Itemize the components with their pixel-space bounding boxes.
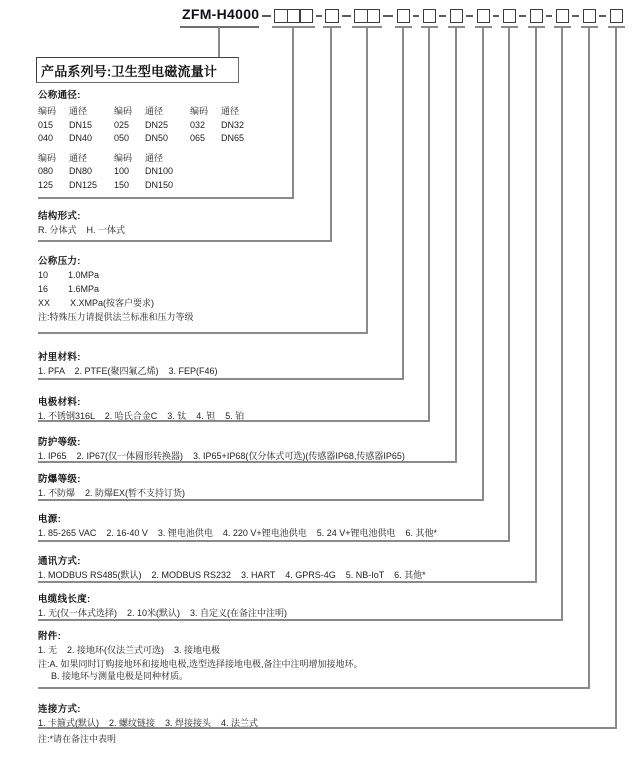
- connector-dash: [599, 15, 606, 17]
- section-explosion-proof: [38, 471, 185, 503]
- diameter-row: [38, 119, 266, 133]
- model-code-box: [450, 9, 464, 23]
- connector-vertical-line: [561, 28, 563, 621]
- col-header-size: 通径: [69, 152, 88, 163]
- model-code-box: [397, 9, 411, 23]
- section-heading: 公称压力:: [38, 256, 81, 267]
- model-code-box: [583, 9, 597, 23]
- diameter-row: [38, 132, 266, 146]
- model-code-box: [300, 9, 314, 23]
- section-note: 注:特殊压力请提供法兰标准和压力等级: [38, 312, 194, 322]
- section-heading: 附件:: [38, 631, 62, 642]
- diameter-code: 100: [114, 166, 130, 176]
- option-line: 1. 85-265 VAC 2. 16-40 V 3. 锂电池供电 4. 220 V+锂电池供电 5. 24 V+锂电池供电 6. 其他*: [38, 528, 437, 538]
- model-code-box: [556, 9, 570, 23]
- connector-vertical-line: [615, 28, 617, 729]
- model-code-box: [354, 9, 368, 23]
- section-heading: 防爆等级:: [38, 474, 81, 485]
- section-electrode-material: [38, 394, 244, 426]
- connector-vertical-line: [330, 28, 332, 242]
- connector-dash: [383, 15, 393, 17]
- model-code-box: [274, 9, 288, 23]
- diameter-header-row: [38, 105, 266, 119]
- option-line: 16 1.6MPa: [38, 284, 100, 294]
- col-header-size: 通径: [221, 106, 240, 116]
- section-note: 注:A. 如果同时订购接地环和接地电极,选型选择接地电极,备注中注明增加接地环。: [38, 659, 363, 669]
- diameter-table-2: [38, 152, 266, 193]
- section-heading: 结构形式:: [38, 211, 81, 222]
- section-heading: 电极材料:: [38, 397, 81, 408]
- diameter-code: 065: [190, 133, 206, 143]
- section-heading: 防护等级:: [38, 437, 81, 448]
- diameter-code: 150: [114, 179, 130, 190]
- diameter-size: DN40: [69, 133, 93, 143]
- section-note: B. 接地环与测量电极是同种材质。: [51, 671, 189, 681]
- footnote: 注:*请在备注中表明: [38, 734, 117, 744]
- section-connection-type: [38, 701, 258, 733]
- section-heading: 连接方式:: [38, 704, 81, 715]
- connector-dash: [546, 15, 552, 17]
- option-line: 10 1.0MPa: [38, 270, 100, 280]
- section-structure-type: [38, 208, 125, 240]
- model-code-box: [325, 9, 339, 23]
- diameter-size: DN100: [145, 166, 174, 176]
- section-heading: 电源:: [38, 514, 62, 525]
- connector-vertical-line: [292, 28, 294, 199]
- diameter-row: [38, 165, 266, 179]
- diameter-code: 125: [38, 179, 54, 190]
- col-header-code: 编码: [38, 152, 57, 163]
- section-rule: [38, 240, 332, 242]
- option-line: 1. 不防爆 2. 防爆EX(暂不支持订货): [38, 488, 186, 498]
- series-title-text: 产品系列号:卫生型电磁流量计: [41, 63, 218, 79]
- section-rule: [38, 197, 294, 199]
- diameter-size: DN25: [145, 119, 169, 130]
- model-code-box: [530, 9, 544, 23]
- option-line: 1. PFA 2. PTFE(聚四氟乙烯) 3. FEP(F46): [38, 366, 218, 376]
- connector-dash: [493, 15, 499, 17]
- connector-vertical-line: [366, 28, 368, 334]
- section-lining-material: [38, 349, 218, 381]
- section-heading: 通讯方式:: [38, 556, 81, 567]
- diameter-size: DN125: [69, 179, 98, 190]
- section-heading: 公称通径:: [38, 90, 81, 101]
- connector-vertical-line: [535, 28, 537, 583]
- diameter-code: 025: [114, 119, 130, 130]
- section-heading: 电缆线长度:: [38, 594, 91, 605]
- connector-vertical-line: [508, 28, 510, 542]
- diameter-size: DN65: [221, 133, 245, 143]
- connector-dash: [572, 15, 579, 17]
- diameter-code: 050: [114, 133, 130, 143]
- option-line: 1. MODBUS RS485(默认) 2. MODBUS RS232 3. HART 4. GPRS-4G 5. NB-IoT 6. 其他*: [38, 570, 426, 580]
- section-nominal-diameter: [38, 87, 266, 192]
- model-code-box: [503, 9, 517, 23]
- connector-dash: [439, 15, 446, 17]
- connector-vertical-line: [428, 28, 430, 422]
- connector-vertical-line: [402, 28, 404, 380]
- option-line: R. 分体式 H. 一体式: [38, 225, 126, 235]
- connector-vertical-line: [218, 27, 220, 57]
- diameter-row: [38, 179, 266, 193]
- connector-vertical-line: [482, 28, 484, 501]
- option-line: 1. 卡箍式(默认) 2. 螺纹链接 3. 焊接接头 4. 法兰式: [38, 718, 259, 728]
- diameter-size: DN32: [221, 119, 245, 130]
- model-code-box: [367, 9, 381, 23]
- col-header-size: 通径: [145, 106, 164, 116]
- section-accessories: [38, 628, 363, 682]
- diameter-code: 032: [190, 119, 206, 130]
- diameter-code: 015: [38, 119, 54, 130]
- section-rule: [38, 332, 368, 334]
- section-cable-length: [38, 591, 287, 623]
- section-protection-class: [38, 434, 405, 466]
- diameter-size: DN15: [69, 119, 93, 130]
- series-title-box: [36, 57, 239, 83]
- option-line: 1. 无 2. 接地环(仅法兰式可选) 3. 接地电极: [38, 645, 221, 655]
- connector-dash: [262, 15, 271, 17]
- connector-vertical-line: [588, 28, 590, 689]
- diameter-code: 080: [38, 166, 54, 176]
- connector-dash: [466, 15, 473, 17]
- model-code-box: [423, 9, 437, 23]
- connector-dash: [519, 15, 526, 17]
- col-header-code: 编码: [190, 106, 209, 116]
- diameter-size: DN50: [145, 133, 169, 143]
- section-rule: [38, 687, 590, 689]
- section-heading: 衬里材料:: [38, 352, 81, 363]
- model-code-box: [287, 9, 301, 23]
- diameter-size: DN80: [69, 166, 93, 176]
- connector-dash: [316, 15, 322, 17]
- col-header-size: 通径: [69, 106, 88, 116]
- diameter-size: DN150: [145, 179, 174, 190]
- option-line: XX X.XMPa(按客户要求): [38, 298, 155, 308]
- section-power-supply: [38, 511, 437, 543]
- option-line: 1. 无(仅一体式选择) 2. 10米(默认) 3. 自定义(在备注中注明): [38, 608, 288, 618]
- col-header-size: 通径: [145, 152, 164, 163]
- connector-vertical-line: [455, 28, 457, 463]
- model-code-box: [610, 9, 624, 23]
- diameter-table-1: [38, 105, 266, 146]
- connector-dash: [413, 15, 419, 17]
- diameter-header-row: [38, 152, 266, 166]
- col-header-code: 编码: [114, 106, 133, 116]
- model-code-box: [477, 9, 491, 23]
- section-communication: [38, 553, 426, 585]
- connector-dash: [342, 15, 351, 17]
- option-line: 1. 不锈钢316L 2. 哈氏合金C 3. 钛 4. 钽 5. 铂: [38, 411, 245, 421]
- section-nominal-pressure: [38, 253, 194, 323]
- diameter-code: 040: [38, 133, 54, 143]
- option-line: 1. IP65 2. IP67(仅一体圆形转换器) 3. IP65+IP68(仅分体式可选)(传感器IP68,传感器IP65): [38, 451, 405, 461]
- series-code-label: ZFM-H4000: [182, 6, 260, 22]
- col-header-code: 编码: [114, 152, 133, 163]
- col-header-code: 编码: [38, 106, 57, 116]
